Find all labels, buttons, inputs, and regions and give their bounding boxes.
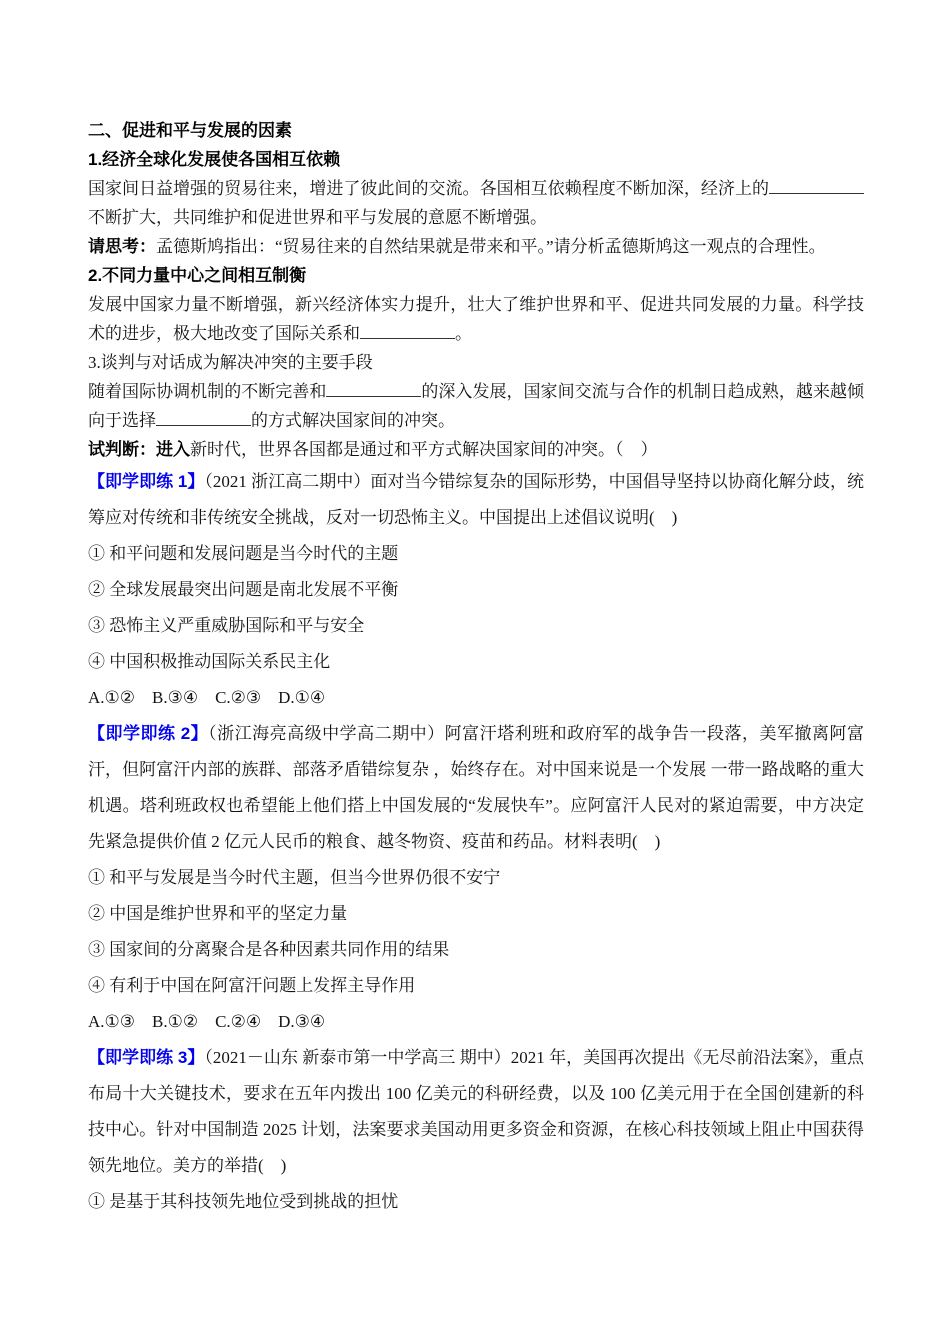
judge-label: 试判断：进入 <box>88 440 190 459</box>
fill-in-blank-3 <box>326 381 421 397</box>
exercise-2-option-2: ② 中国是维护世界和平的坚定力量 <box>88 904 348 923</box>
fill-in-blank-4 <box>156 410 251 426</box>
exercise-stem-text: （2021 浙江高二期中）面对当今错综复杂的国际形势，中国倡导坚持以协商化解分歧，统筹应对传统和非传统安全挑战，反对一切恐怖主义。中国提出上述倡议说明( ) <box>88 472 864 527</box>
para-text: 随着国际协调机制的不断完善和 <box>88 382 327 401</box>
exercise-2-stem <box>88 716 864 860</box>
subsection-2-title: 2.不同力量中心之间相互制衡 <box>88 266 307 285</box>
exercise-1-option-2: ② 全球发展最突出问题是南北发展不平衡 <box>88 580 399 599</box>
exercise-2-block <box>88 716 864 1040</box>
exercise-1-option-1: ① 和平问题和发展问题是当今时代的主题 <box>88 544 399 563</box>
exercise-1-block <box>88 464 864 716</box>
subsection-1-title: 1.经济全球化发展使各国相互依赖 <box>88 150 341 169</box>
para-text: 发展中国家力量不断增强，新兴经济体实力提升，壮大了维护世界和平、促进共同发展的力量。科学技术的进步，极大地改变了国际关系和 <box>88 295 864 343</box>
exercise-3-label: 【即学即练 3】 <box>88 1048 205 1067</box>
exercise-stem-text: （浙江海亮高级中学高二期中）阿富汗塔利班和政府军的战争告一段落，美军撤离阿富汗，但阿富汗内部的族群、部落矛盾错综复杂 ，始终存在。对中国来说是一个发展 一带一路战略的重大机遇。塔利班政权也希望能上他们搭上中国发展的“发展快车”。应阿富汗人民对的紧迫需要，中方决定先紧急提供价值 2 亿元人民币的粮食、越冬物资、疫苗和药品。材料表明( ) <box>88 724 865 851</box>
exercise-1-stem <box>88 464 864 536</box>
para-text: 不断扩大，共同维护和促进世界和平与发展的意愿不断增强。 <box>88 208 547 227</box>
exercise-1-answers: A.①② B.③④ C.②③ D.①④ <box>88 688 326 707</box>
judge-text: 新时代，世界各国都是通过和平方式解决国家间的冲突。（ ） <box>190 440 658 459</box>
exercises-section <box>88 464 864 1220</box>
subsection-3-title: 3.谈判与对话成为解决冲突的主要手段 <box>88 353 373 372</box>
exercise-stem-text: （2021－山东 新泰市第一中学高三 期中）2021 年，美国再次提出《无尽前沿法案》，重点布局十大关键技术，要求在五年内拨出 100 亿美元的科研经费，以及 100 亿美元用于在全国创建新的科技中心。针对中国制造 2025 计划，法案要求美国动用更多资金和资源，在核心科技领域上阻止中国获得领先地位。美方的举措( ) <box>88 1048 864 1175</box>
exercise-2-answers: A.①③ B.①② C.②④ D.③④ <box>88 1012 326 1031</box>
notes-section <box>88 116 864 464</box>
exercise-2-option-4: ④ 有利于中国在阿富汗问题上发挥主导作用 <box>88 976 416 995</box>
para-balance-of-power <box>88 290 864 348</box>
exercise-2-label: 【即学即练 2】 <box>88 724 209 743</box>
exercise-1-option-4: ④ 中国积极推动国际关系民主化 <box>88 652 331 671</box>
para-text: 。 <box>455 324 472 343</box>
para-text: 的深入发展，国家间交流与合作的机制日趋成熟，越来越倾向于选择 <box>88 382 865 430</box>
para-text: 国家间日益增强的贸易往来，增进了彼此间的交流。各国相互依赖程度不断加深，经济上的 <box>88 179 769 198</box>
fill-in-blank-1 <box>769 178 864 194</box>
think-text: 孟德斯鸠指出：“贸易往来的自然结果就是带来和平。”请分析孟德斯鸠这一观点的合理性。 <box>156 237 826 256</box>
exercise-3-option-1: ① 是基于其科技领先地位受到挑战的担忧 <box>88 1192 399 1211</box>
exercise-2-option-3: ③ 国家间的分离聚合是各种因素共同作用的结果 <box>88 940 450 959</box>
document-content <box>88 116 864 1220</box>
para-text: 的方式解决国家间的冲突。 <box>251 411 455 430</box>
exercise-3-block <box>88 1040 864 1220</box>
para-judge <box>88 435 864 464</box>
exercise-1-option-3: ③ 恐怖主义严重威胁国际和平与安全 <box>88 616 365 635</box>
exercise-3-stem <box>88 1040 864 1184</box>
para-negotiation <box>88 377 864 435</box>
section-heading: 二、促进和平与发展的因素 <box>88 121 292 140</box>
para-think <box>88 232 864 261</box>
think-label: 请思考： <box>88 237 156 256</box>
para-economic-globalization <box>88 174 864 232</box>
exercise-2-option-1: ① 和平与发展是当今时代主题，但当今世界仍很不安宁 <box>88 868 501 887</box>
fill-in-blank-2 <box>360 323 455 339</box>
exercise-1-label: 【即学即练 1】 <box>88 472 205 491</box>
